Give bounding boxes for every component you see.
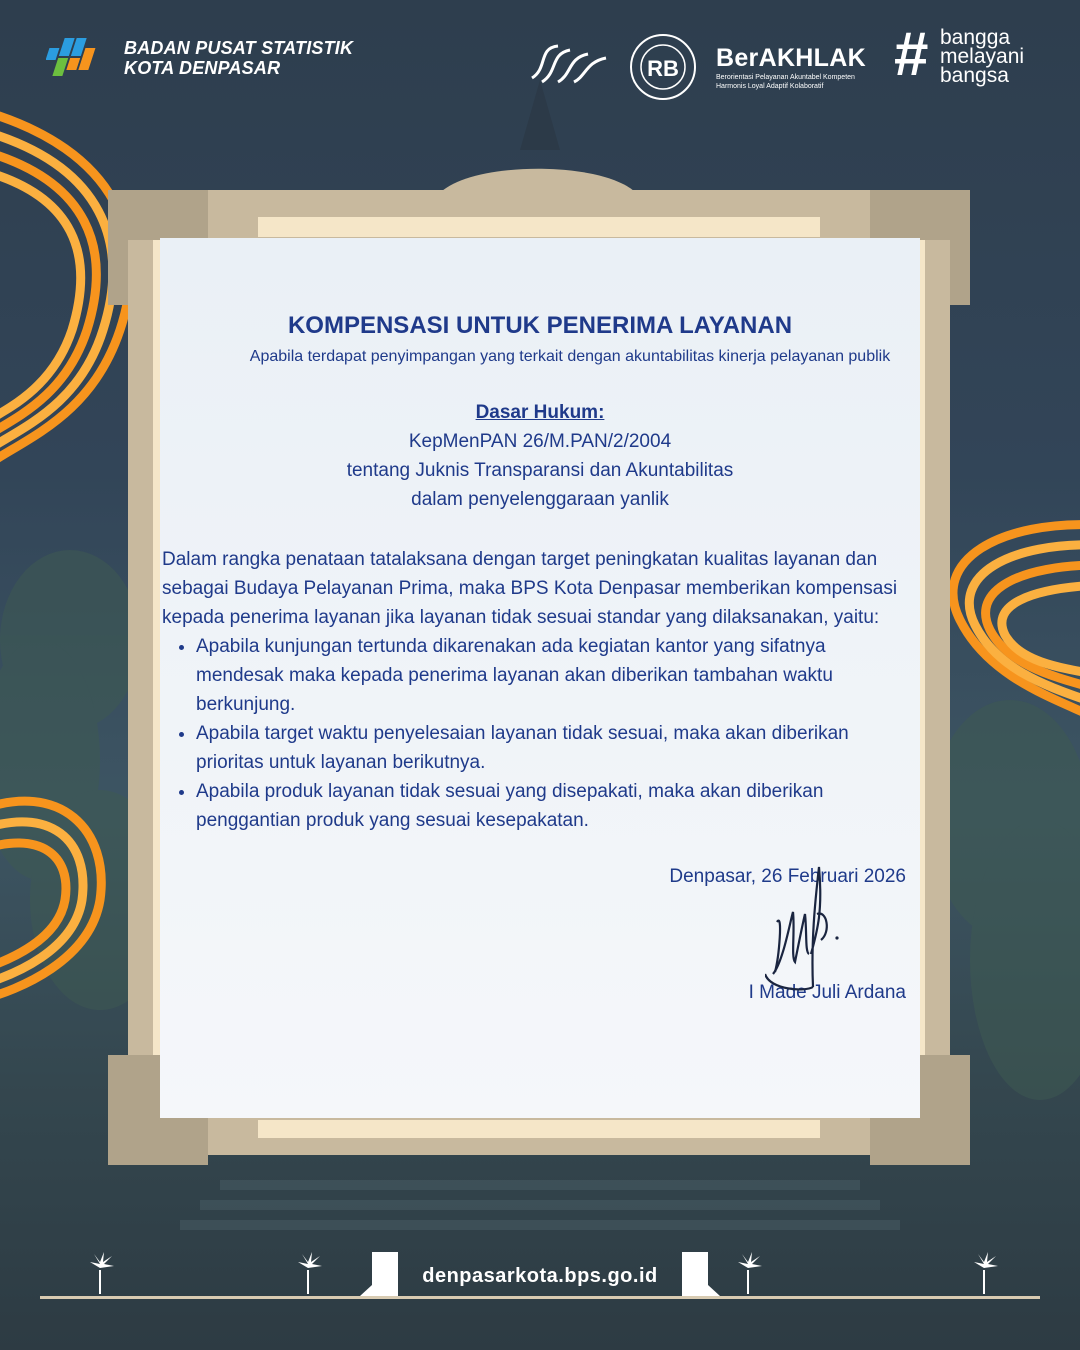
org-line-2: KOTA DENPASAR: [124, 58, 281, 78]
hash-icon: #: [894, 20, 929, 89]
notice-date: Denpasar, 26 Februari 2026: [669, 866, 906, 887]
compensation-list: [162, 632, 912, 835]
notice-title: KOMPENSASI UNTUK PENERIMA LAYANAN: [287, 312, 793, 339]
berakhlak-subtitle: Berorientasi Pelayanan Akuntabel Kompeten Harmonis Loyal Adaptif Kolaboratif: [716, 74, 855, 90]
header: [0, 0, 1080, 130]
legal-basis-line-3: dalam penyelenggaraan yanlik: [411, 489, 669, 510]
legal-basis-heading: Dasar Hukum:: [475, 402, 605, 423]
website-url[interactable]: denpasarkota.bps.go.id: [422, 1265, 658, 1287]
list-item: • Apabila target waktu penyelesaian layanan tidak sesuai, maka akan diberikan prioritas untuk layanan berikutnya.: [196, 719, 912, 777]
wave-logo-icon: [528, 38, 610, 88]
notice-body: [162, 545, 912, 835]
bps-logo-icon: [46, 34, 114, 84]
bangga-melayani-bangsa: [940, 28, 1024, 85]
bangga-line-2: melayani: [940, 45, 1025, 68]
list-item: • Apabila kunjungan tertunda dikarenakan ada kegiatan kantor yang sifatnya mendesak maka kepada penerima layanan akan diberikan tambahan waktu berkunjung.: [196, 632, 912, 719]
footer-divider: [40, 1296, 1040, 1299]
legal-basis-line-1: KepMenPAN 26/M.PAN/2/2004: [408, 431, 672, 452]
rb-badge-icon: [628, 32, 698, 102]
bangga-line-1: bangga: [940, 26, 1011, 49]
legal-basis-line-2: tentang Juknis Transparansi dan Akuntabilitas: [346, 460, 734, 481]
rb-badge-text: RB: [647, 56, 679, 81]
notice-subtitle: Apabila terdapat penyimpangan yang terkait dengan akuntabilitas kinerja pelayanan publik: [249, 348, 891, 365]
list-item: • Apabila produk layanan tidak sesuai yang disepakati, maka akan diberikan penggantian produk yang sesuai kesepakatan.: [196, 777, 912, 835]
intro-paragraph: Dalam rangka penataan tatalaksana dengan target peningkatan kualitas layanan dan sebagai Budaya Pelayanan Prima, maka BPS Kota Denpasar memberikan kompensasi kepada penerima layanan jika layanan tidak sesuai standar yang dilaksanakan, yaitu:: [162, 549, 898, 628]
org-line-1: BADAN PUSAT STATISTIK: [124, 38, 354, 58]
signer-name: I Made Juli Ardana: [748, 982, 906, 1003]
berakhlak-title: BerAKHLAK: [716, 44, 866, 72]
org-name: [124, 38, 353, 78]
bangga-line-3: bangsa: [940, 64, 1009, 87]
handwritten-signature: [765, 862, 845, 992]
